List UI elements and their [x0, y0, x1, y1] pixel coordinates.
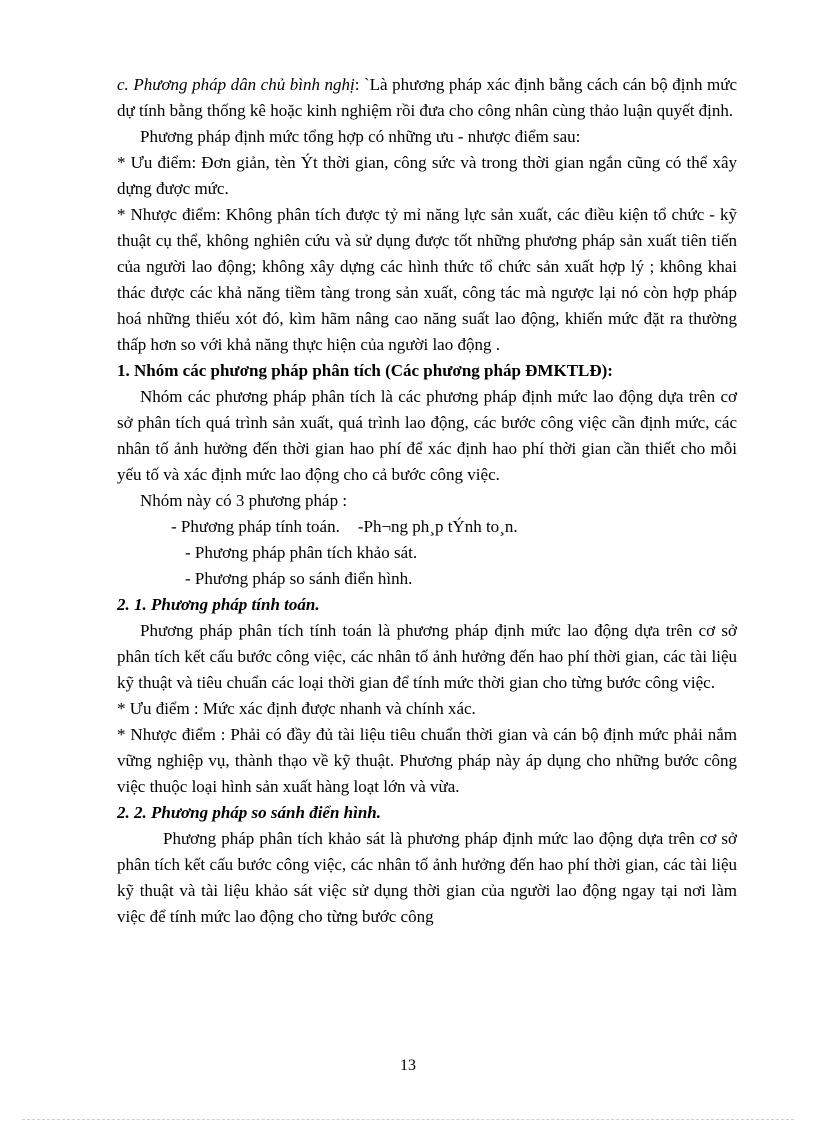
method-1-garbled: -Ph¬ng ph¸p tÝnh to¸n. [357, 517, 518, 536]
paragraph-group: Nhóm các phương pháp phân tích là các phương pháp định mức lao động dựa trên cơ sở phân tích quá trình sản xuất, quá trình lao động, các bước công việc cần định mức, các nhân tố ảnh hưởng đến thời gian hao phí để xác định hao phí thời gian cần thiết cho mỗi yếu tố và xác định mức lao động cho cả bước công việc. [117, 387, 737, 484]
page-divider [22, 1119, 794, 1120]
method-1-label: - Phương pháp tính toán. [171, 517, 340, 536]
page-number: 13 [400, 1057, 416, 1074]
method-item-1 [117, 514, 737, 540]
heading-1: 1. Nhóm các phương pháp phân tích (Các phương pháp ĐMKTLĐ): [117, 361, 613, 380]
method-item-2: - Phương pháp phân tích khảo sát. [185, 543, 418, 562]
advantages-1: * Ưu điểm: Đơn giản, tèn Ýt thời gian, công sức và trong thời gian ngắn cũng có thể xây dựng được mức. [117, 153, 737, 198]
methods-intro: Nhóm này có 3 phương pháp : [140, 491, 348, 510]
disadvantages-1: * Nhược điểm: Không phân tích được tỷ mỉ năng lực sản xuất, các điều kiện tổ chức - kỹ thuật cụ thể, không nghiên cứu và sử dụng được tốt những phương pháp sản xuất tiên tiến của người lao động; không xây dựng các hình thức tổ chức sản xuất hợp lý ; không khai thác được các khả năng tiềm tàng trong sản xuất, công tác mà ngược lại nó còn hợp pháp hoá những thiếu xót đó, kìm hãm nâng cao năng suất lao động, khiến mức đặt ra thường thấp hơn so với khả năng thực hiện của người lao động . [117, 205, 737, 354]
method-item-3: - Phương pháp so sánh điển hình. [185, 569, 413, 588]
disadvantages-2: * Nhược điểm : Phải có đầy đủ tài liệu tiêu chuẩn thời gian và cán bộ định mức phải nắm vững nghiệp vụ, thành thạo về kỹ thuật. Phương pháp này áp dụng cho những bước công việc thuộc loại hình sản xuất hàng loạt lớn và vừa. [117, 725, 737, 796]
heading-2-1: 2. 1. Phương pháp tính toán. [117, 595, 320, 614]
heading-2-2: 2. 2. Phương pháp so sánh điển hình. [117, 803, 382, 822]
summary-intro: Phương pháp định mức tổng hợp có những ưu - nhược điểm sau: [140, 127, 581, 146]
paragraph-c [117, 72, 737, 124]
document-page [117, 72, 737, 930]
advantages-2: * Ưu điểm : Mức xác định được nhanh và chính xác. [117, 699, 476, 718]
paragraph-calc: Phương pháp phân tích tính toán là phương pháp định mức lao động dựa trên cơ sở phân tích kết cấu bước công việc, các nhân tố ảnh hưởng đến hao phí thời gian, các tài liệu kỹ thuật và tiêu chuẩn các loại thời gian để tính mức thời gian cho từng bước công việc. [117, 621, 737, 692]
paragraph-c-label: c. Phương pháp dân chủ bình nghị [117, 75, 355, 94]
paragraph-c-text: : `Là phương pháp xác định bằng cách cán bộ định mức dự tính bằng thống kê hoặc kinh nghiệm rồi đưa cho công nhân cùng thảo luận quyết định. [117, 75, 737, 120]
paragraph-survey: Phương pháp phân tích khảo sát là phương pháp định mức lao động dựa trên cơ sở phân tích kết cấu bước công việc, các nhân tố ảnh hưởng đến hao phí thời gian, các tài liệu kỹ thuật và tài liệu khảo sát việc sử dụng thời gian của người lao động ngay tại nơi làm việc để tính mức lao động cho từng bước công [117, 829, 737, 926]
